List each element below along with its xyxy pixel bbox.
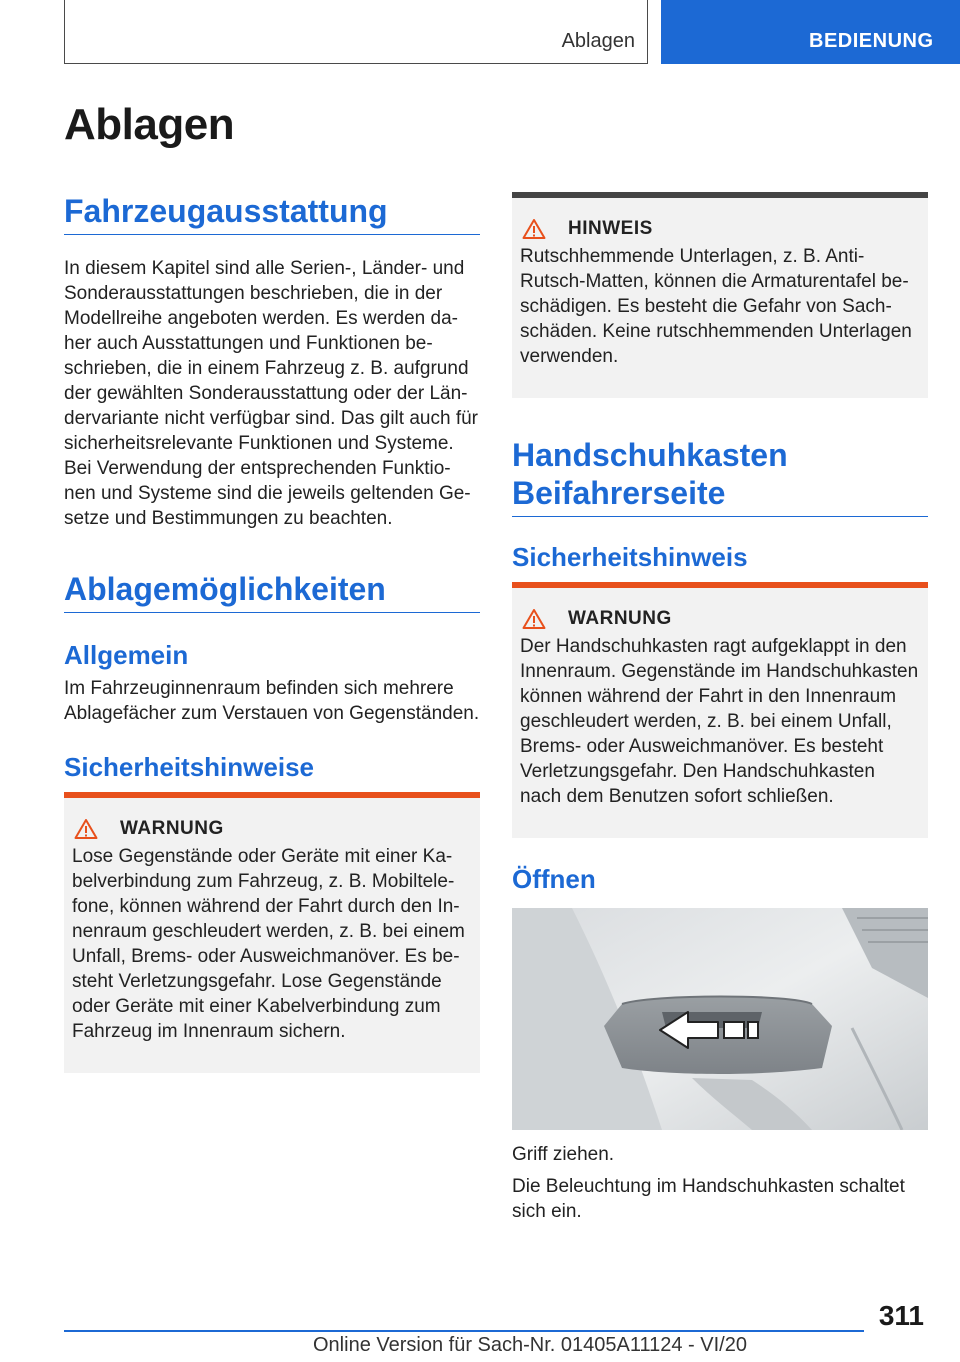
- heading-oeffnen: Öffnen: [512, 864, 596, 894]
- footer-text: Online Version für Sach-Nr. 01405A11124 - VI/20: [313, 1334, 747, 1356]
- caption-beleuchtung: Die Beleuchtung im Handschuhkasten schaltet sich ein.: [512, 1176, 905, 1222]
- hinweis-text: Rutschhemmende Unterlagen, z. B. Anti-Rutsch-Matten, können die Armaturentafel be-schädigen. Es besteht die Gefahr von Sach-schäden. Keine rutschhemmenden Unterlagen verwenden.: [520, 246, 912, 367]
- warning-box-right: [512, 582, 928, 838]
- heading-handschuhkasten: Handschuhkasten Beifahrerseite: [512, 436, 928, 517]
- warning-triangle-icon: [522, 608, 546, 630]
- heading-ablagemoeglichkeiten: Ablagemöglichkeiten: [64, 570, 480, 613]
- caption-griff-ziehen: Griff ziehen.: [512, 1144, 615, 1165]
- warning-header: [72, 818, 472, 840]
- header-section-label: Ablagen: [561, 30, 635, 52]
- warning-label: WARNUNG: [120, 818, 224, 839]
- warning-triangle-icon: [522, 218, 546, 240]
- heading-sicherheitshinweise: Sicherheitshinweise: [64, 752, 314, 782]
- footer-rule: [64, 1330, 864, 1332]
- hinweis-header: [520, 218, 920, 240]
- heading-fahrzeugausstattung: Fahrzeugausstattung: [64, 192, 480, 235]
- page-number: 311: [878, 1300, 924, 1331]
- warning-text: Lose Gegenstände oder Geräte mit einer Ka-belverbindung zum Fahrzeug, z. B. Mobiltele-fone, können während der Fahrt durch den In-nenraum geschleudert werden, z. B. bei einem Unfall, Brems- oder Ausweichmanöver. Es be-steht Verletzungsgefahr. Lose Gegenstände oder Geräte mit einer Kabelverbindung zum Fahrzeug im Innenraum sichern.: [72, 846, 465, 1042]
- text-allgemein: Im Fahrzeuginnenraum befinden sich mehrere Ablagefächer zum Verstauen von Gegenständen.: [64, 678, 480, 724]
- warning-box-left: [64, 792, 480, 1073]
- glovebox-photo: [512, 908, 928, 1130]
- hinweis-box: [512, 192, 928, 398]
- hinweis-label: HINWEIS: [568, 218, 653, 239]
- warning-text: Der Handschuhkasten ragt aufgeklappt in den Innenraum. Gegenstände im Handschuhkasten können während der Fahrt in den Innenraum geschleudert werden, z. B. bei einem Unfall, Brems- oder Ausweichmanöver. Es besteht Verletzungsgefahr. Den Handschuhkasten nach dem Benutzen sofort schließen.: [520, 636, 919, 807]
- heading-sicherheitshinweis: Sicherheitshinweis: [512, 542, 748, 572]
- warning-label: WARNUNG: [568, 608, 672, 629]
- heading-allgemein: Allgemein: [64, 640, 189, 670]
- header-chapter-tab: BEDIENUNG: [661, 0, 960, 64]
- warning-header: [520, 608, 920, 630]
- warning-triangle-icon: [74, 818, 98, 840]
- header-section-box: [64, 0, 648, 64]
- page-title: Ablagen: [64, 100, 235, 149]
- text-fahrzeugausstattung: In diesem Kapitel sind alle Serien-, Länder- und Sonderausstattungen beschrieben, die in der Modellreihe angeboten werden. Es werden da-her auch Ausstattungen und Funktionen be-schrieben, die in einem Fahrzeug z. B. aufgrund der gewählten Sonderausstattung oder der Län-dervariante nicht verfügbar sind. Das gilt auch für sicherheitsrelevante Funktionen und Systeme. Bei Verwendung der entsprechenden Funktio-nen und Systeme sind die jeweils geltenden Ge-setze und Bestimmungen zu beachten.: [64, 258, 478, 529]
